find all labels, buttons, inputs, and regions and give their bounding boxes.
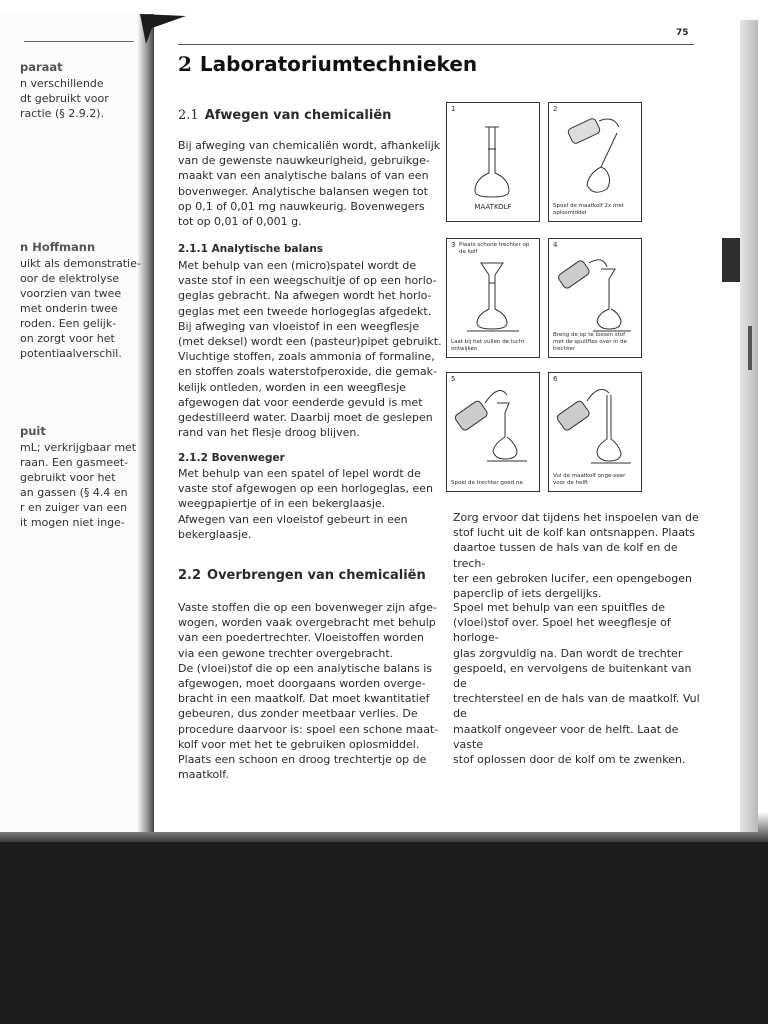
previous-page-heading: paraat xyxy=(20,60,63,74)
figure-2 xyxy=(548,102,642,222)
previous-page-line: an gassen (§ 4.4 en xyxy=(20,486,128,499)
previous-page-line: roden. Een gelijk- xyxy=(20,317,117,330)
section-title: Afwegen van chemicaliën xyxy=(204,108,392,123)
figure-1 xyxy=(446,102,540,222)
figure-number: 3 xyxy=(451,241,456,249)
subsection-number: 2.1.1 xyxy=(178,243,208,255)
chapter-number: 2 xyxy=(178,52,192,76)
thumb-index-mark xyxy=(748,326,752,370)
figure-caption: Laat bij het vullen de lucht ontwijken xyxy=(451,339,525,352)
figure-caption: Breng de op te lossen stof met de spuitfles over in de trechter xyxy=(553,332,627,352)
figure-caption: Spoel de maatkolf 2x met oplosmiddel xyxy=(553,203,624,216)
figure-caption: Vul de maatkolf onge-veer voor de helft xyxy=(553,473,626,486)
figure-5 xyxy=(446,372,540,492)
figure-top-text: Plaats schone trechter op de kolf xyxy=(459,242,530,255)
subsection-number: 2.1.2 xyxy=(178,452,208,464)
previous-page-line: n verschillende xyxy=(20,77,104,90)
subsection-heading-2-1-2 xyxy=(178,452,285,464)
previous-page-line: voorzien van twee xyxy=(20,287,122,300)
section-heading-2-1 xyxy=(178,108,391,123)
previous-page-heading: puit xyxy=(20,424,46,438)
chapter-title xyxy=(178,52,477,76)
page-edge xyxy=(740,20,758,832)
previous-page-line: gebruikt voor het xyxy=(20,471,116,484)
page-number: 75 xyxy=(676,28,689,38)
figure-number: 2 xyxy=(553,105,558,113)
previous-page-line: oor de elektrolyse xyxy=(20,272,120,285)
previous-page-line: it mogen niet inge- xyxy=(20,516,125,529)
previous-page-line: potentiaalverschil. xyxy=(20,347,122,360)
previous-page-line: on zorgt voor het xyxy=(20,332,115,345)
subsection-title: Analytische balans xyxy=(211,243,324,255)
previous-page-line: uikt als demonstratie- xyxy=(20,257,141,270)
subsection-heading-2-1-1 xyxy=(178,243,323,255)
previous-page-line: met onderin twee xyxy=(20,302,118,315)
section-2-1-1-body: Met behulp van een (micro)spatel wordt de vaste stof in een weegschuitje of op een horlo- geglas gebracht. Na afwegen wordt het horlo- geglas met een tweede horlogeglas afgedekt. Bij afweging van vloeistof in een weegflesje (met deksel) wordt een (pasteur)pipet gebruikt. Vluchtige stoffen, zoals ammonia of formaline, en stoffen zoals waterstofperoxide, die gemak- kelijk ontleden, worden in een weegflesje afgewogen dat voor eenderde gevuld is met gedestilleerd water. Daarbij moet de geslepen rand van het flesje droog blijven. xyxy=(178,259,442,440)
subsection-title: Bovenweger xyxy=(211,452,285,464)
scan-background xyxy=(0,832,768,1024)
thumb-index-tab xyxy=(722,238,740,282)
section-2-1-2-body: Met behulp van een spatel of lepel wordt de vaste stof afgewogen op een horlogeglas, een weegpapiertje of in een bekerglaasje. Afwegen van een vloeistof gebeurt in een bekerglaasje. xyxy=(178,467,433,541)
section-2-2-body: Vaste stoffen die op een bovenweger zijn afge- wogen, worden vaak overgebracht met behulp van een poedertrechter. Vloeistoffen worden via een gewone trechter overgebracht. De (vloei)stof die op een analytische balans is afgewogen, moet doorgaans worden overge- bracht in een maatkolf. Dat moet kwantitatief gebeuren, dus zonder meetbaar verlies. De procedure daarvoor is: spoel een schone maat- kolf voor met het te gebruiken oplosmiddel. Plaats een schoon en droog trechtertje op de maatkolf. xyxy=(178,601,439,782)
right-column-paragraph-1: Zorg ervoor dat tijdens het inspoelen van de stof lucht uit de kolf kan ontsnappen. Plaats daartoe tussen de hals van de kolf en de trech- ter een gebroken lucifer, een opengebogen paperclip of iets dergelijks. xyxy=(453,511,699,601)
section-heading-2-2 xyxy=(178,568,426,583)
book-gutter xyxy=(138,14,154,832)
section-number: 2.2 xyxy=(178,568,202,583)
rinse-funnel-illustration xyxy=(447,373,539,491)
figure-number: 6 xyxy=(553,375,558,383)
previous-page xyxy=(0,14,151,832)
figure-3 xyxy=(446,238,540,358)
chapter-title-text: Laboratoriumtechnieken xyxy=(199,52,478,76)
previous-page-heading: n Hoffmann xyxy=(20,240,96,254)
figure-caption: Spoel de trechter goed na xyxy=(451,480,523,486)
right-column-paragraph-2: Spoel met behulp van een spuitfles de (vloei)stof over. Spoel het weegflesje of horloge- glas zorgvuldig na. Dan wordt de trechter gespoeld, en vervolgens de buitenkant van de trechtersteel en de hals van de maatkolf. Vul de maatkolf ongeveer voor de helft. Laat de vaste stof oplossen door de kolf om te zwenken. xyxy=(453,601,700,767)
section-number: 2.1 xyxy=(178,108,199,123)
figure-4 xyxy=(548,238,642,358)
figure-number: 1 xyxy=(451,105,456,113)
figure-number: 5 xyxy=(451,375,456,383)
figure-6 xyxy=(548,372,642,492)
previous-page-rule xyxy=(24,41,134,42)
previous-page-line: r en zuiger van een xyxy=(20,501,128,514)
previous-page-line: ractie (§ 2.9.2). xyxy=(20,107,105,120)
section-2-1-body: Bij afweging van chemicaliën wordt, afhankelijk van de gewenste nauwkeurigheid, gebruikge- maakt van een analytische balans of van een bovenweger. Analytische balansen wegen tot op 0,1 of 0,01 mg nauwkeurig. Bovenwegers tot op 0,01 of 0,001 g. xyxy=(178,139,441,229)
previous-page-line: mL; verkrijgbaar met xyxy=(20,441,137,454)
section-title: Overbrengen van chemicaliën xyxy=(207,568,426,583)
figure-caption: MAATKOLF xyxy=(474,203,512,211)
figure-number: 4 xyxy=(553,241,558,249)
header-rule xyxy=(178,44,694,45)
previous-page-line: dt gebruikt voor xyxy=(20,92,109,105)
previous-page-line: raan. Een gasmeet- xyxy=(20,456,129,469)
page-curl xyxy=(140,14,186,44)
